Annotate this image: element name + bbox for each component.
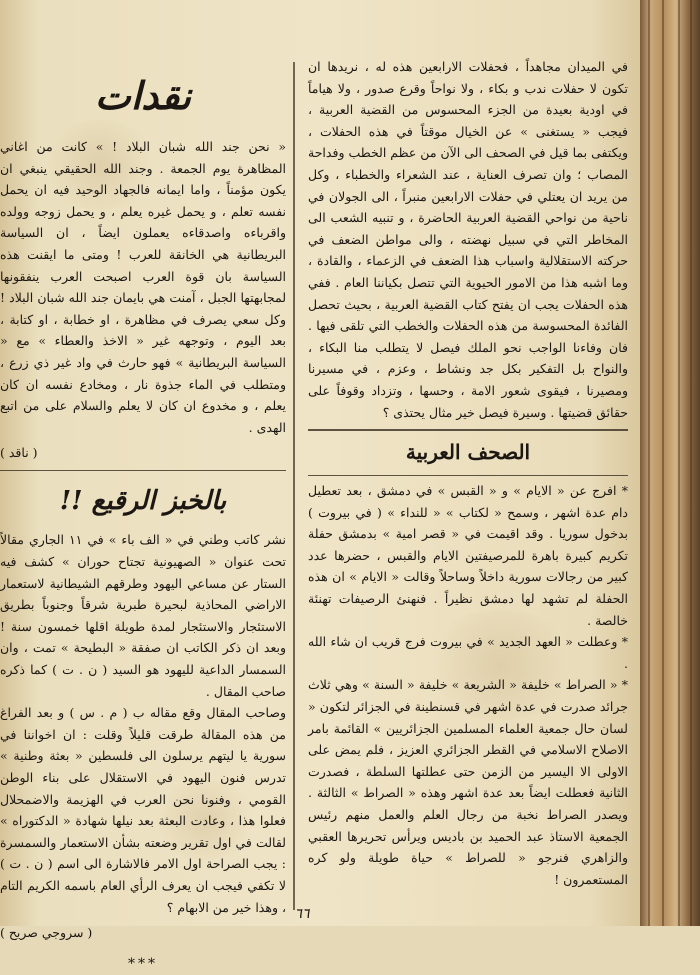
intro-paragraph: في الميدان مجاهداً ، فحفلات الارابعين هذه له ، نريدها ان تكون لا حفلات ندب و بكاء ، ولا نواحاً وقرع صدور ، ولا هياماً في اودية بعيدة من الجزء المحسوس من القضية العربية ، فيجب « يستغنى » عن الخيال موقتاً في هذه الحفلات ، ويكتفى بما قيل في الصحف الى الآن من عظم الخطب وفداحة المصاب ؛ وان تصرف العناية ، عند الشعراء والخطباء ، وكل من يريد ان يعتلي في حفلات الارابعين منبراً ، الى الجولان في ناحية من نواحي القضية العربية الحاضرة ، و تنبيه الشعب الى المخاطر التي في سبيل نهضته ، والى مواطن الضعف في حركته الاستقلالية واسباب هذا الضعف في الزعماء ، والقادة ، وما اشبه هذا من الامور الحيوية التي تتصل بكياننا العام . ففي هذه الحفلات يجب ان يفتح كتاب القضية العربية ، بحيث تحصل الفائدة المحسوسة من هذه الحفلات والخطب التي تلقى فيها . فان وفاءنا الواجب نحو الملك فيصل لا يتطلب منا البكاء ، والنواح بل التفكير بكل جد ونشاط ، وعزم ، في مسيرنا ومصيرنا ، فيقوى شعور الامة ، وحسها ، وتزداد وقوفاً على حقائق قضيتها . وسيرة فيصل خير مثال يحتذى ؟: [308, 59, 628, 420]
second-article-title: بالخبز الرقيع !!: [59, 486, 227, 517]
article-paragraph: وصاحب المقال وقع مقاله ب ( م . س ) و بعد الفراغ من هذه المقالة طرقت قليلاً وقلت : ان اخواننا في سورية يا ليتهم يرسلون الى فلسطين « بعثة وطنية » تدرس فنون اليهود في الاستقلال على بناء الوطن القومي ، وفنونا نحن العرب في الهزيمة والاضمحلال فعلوا هذا ، وعادت البعثة بعد نيلها شهادة « الدكتوراه » لقالت في اول تقرير وضعته بشأن الاستعمار والسمسرة : يجب الصراحة اول الامر فالاشارة الى اسم ( ن . ت ) لا تكفي فيجب ان يعرف الرأي العام باسمه الكريم التام ، وهذا خير من الابهام ؟: [0, 705, 286, 915]
news-item: * وعطلت « العهد الجديد » في بيروت فرج قريب ان شاء الله .: [308, 634, 628, 671]
critique-paragraph: « نحن جند الله شبان البلاد ! » كانت من اغاني المظاهرة يوم الجمعة . وجند الله الحقيقي ينبغي ان يكون مؤمناً ، واما ايمانه فالجهاد الوحيد فيه ان يحمل نفسه تعلم ، و يحمل غيره يعلم ، و يحمل زوجه وولده واقرباءه واصدقاءه يعملون ايضاً ، ان السياسة البريطانية هي الخانقة للعرب ! ومتى ما ايقنت هذه السياسة بان قوة العرب اصبحت العرب ينفقونها لمجابهتها الجبل ، آمنت هي بايمان جند الله شبان البلاد ! وكل سعي يصرف في مظاهرة ، او خطابة ، او كتابة ، بعد اليوم ، وتوجهه غير « الاخذ والعطاء » مع « السياسة البريطانية » فهو حارث في واد غير ذي زرع ، ومتطلب في الماء جذوة نار ، ومخادع نفسه ان كان يعلم ، و مخدوع ان كان لا يعلم والسلام على من اتبع الهدى .: [0, 139, 286, 435]
news-item: * « الصراط » خليفة « الشريعة » خليفة « السنة » وهي ثلاث جرائد صدرت في عدة اشهر في قسنطينة في الجزائر لتكون « لسان حال جمعية العلماء المسلمين الجزائريين » القائمة بامر الاصلاح الاسلامي في القطر الجزائري العزيز ، فلم يمض على الاولى الا اليسير من الزمن حتى عطلتها السلطة ، فصدرت الثانية فعطلت ايضاً بعد عدة اشهر وهذه « الصراط » الثالثة . ويصدر الصراط نخبة من رجال العلم والعمل منهم رئيس الجمعية الاستاذ عبد الحميد بن باديس ويرأس تحريرها العقبي والزاهري فنرجو « للصراط » حياة طويلة ولو كره المستعمرون !: [308, 677, 628, 887]
column-divider: [293, 62, 295, 910]
news-item: * افرج عن « الايام » و « القبس » في دمشق ، بعد تعطيل دام عدة اشهر ، وسمح « لكتاب » « للنداء » ( في بيروت ) بدخول سوريا . وقد اقيمت في « قصر امية » بدمشق حفلة تكريم كبيرة باهرة للمرصيفتين الايام والقبس ، حضرها عدد كبير من رجالات سورية داخلاً وساحلاً وقالت « الايام » ان هذه الحفلة لم تشهد لها دمشق نظيراً . فنهنئ الرصيفات تهنئة خالصة .: [308, 483, 628, 628]
section-rule: [308, 475, 628, 477]
article-paragraph: نشر كاتب وطني في « الف باء » في ١١ الجاري مقالاً تحت عنوان « الصهيونية تجتاح حوران » كشف فيه الستار عن مساعي اليهود وطرقهم الشيطانية لاستعمار الاراضي المحاذية لبحيرة طبرية شرقاً وجنوباً بطريق الاستئجار والاستئجار لمدة طويلة اقلها خمسون سنة ! وبعد ان ذكر الكاتب ان صفقة « البطيحة » تمت ، وان السمسار الداعية لليهود هو السيد ( ن . ت ) كما ذكره صاحب المقال .: [0, 532, 286, 699]
critique-signature: ( ناقد ): [0, 445, 38, 461]
left-column: [0, 56, 286, 972]
critiques-title: نقدات: [94, 73, 192, 118]
section-rule: [308, 429, 628, 431]
book-binding-edge: [640, 0, 700, 926]
right-column: [308, 56, 628, 924]
article-signature: ( سروجي صريح ): [0, 925, 93, 941]
section-title-arab-press: الصحف العربية: [405, 439, 531, 464]
end-mark: ***: [128, 955, 158, 972]
section-rule: [0, 470, 286, 472]
page-number: ٦٦: [294, 906, 310, 922]
